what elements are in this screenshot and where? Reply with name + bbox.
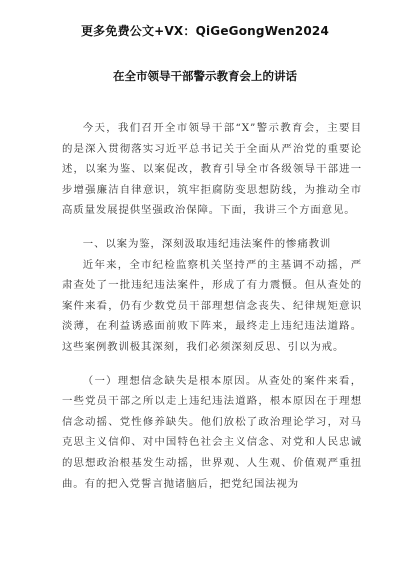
- document-body: [62, 118, 362, 494]
- paragraph-intro: 今天，我们召开全市领导干部“X”警示教育会，主要目的是深入贯彻落实习近平总书记关于全面从严治党的重要论述，以案为鉴、以案促改，教育引导全市各级领导干部进一步增强廉洁自律意识，筑牢拒腐防变思想防线，为推动全市高质量发展提供坚强政治保障。下面，我讲三个方面意见。: [62, 122, 362, 217]
- header-watermark-text: 更多免费公文+VX：QiGeGongWen2024: [80, 24, 329, 38]
- document-title: 在全市领导干部警示教育会上的讲话: [113, 69, 297, 83]
- section-heading-1: 一、以案为鉴，深刻汲取违纪违法案件的惨痛教训: [82, 237, 332, 250]
- paragraph-subsection-1: （一）理想信念缺失是根本原因。从查处的案件来看，一些党员干部之所以走上违纪违法道路，根本原因在于理想信念动摇、党性修养缺失。他们放松了政治理论学习，对马克思主义信仰、对中国特色社会主义信念、对党和人民忠诚的思想政治根基发生动摇，世界观、人生观、价值观严重扭曲。有的把入党誓言抛诸脑后，把党纪国法视为: [62, 374, 362, 490]
- paragraph-section-1: 近年来，全市纪检监察机关坚持严的主基调不动摇，严肃查处了一批违纪违法案件，形成了有力震慑。但从查处的案件来看，仍有少数党员干部理想信念丧失、纪律规矩意识淡薄，在利益诱惑面前败下阵来，最终走上违纪违法道路。这些案例教训极其深刻，我们必须深刻反思、引以为戒。: [62, 258, 362, 353]
